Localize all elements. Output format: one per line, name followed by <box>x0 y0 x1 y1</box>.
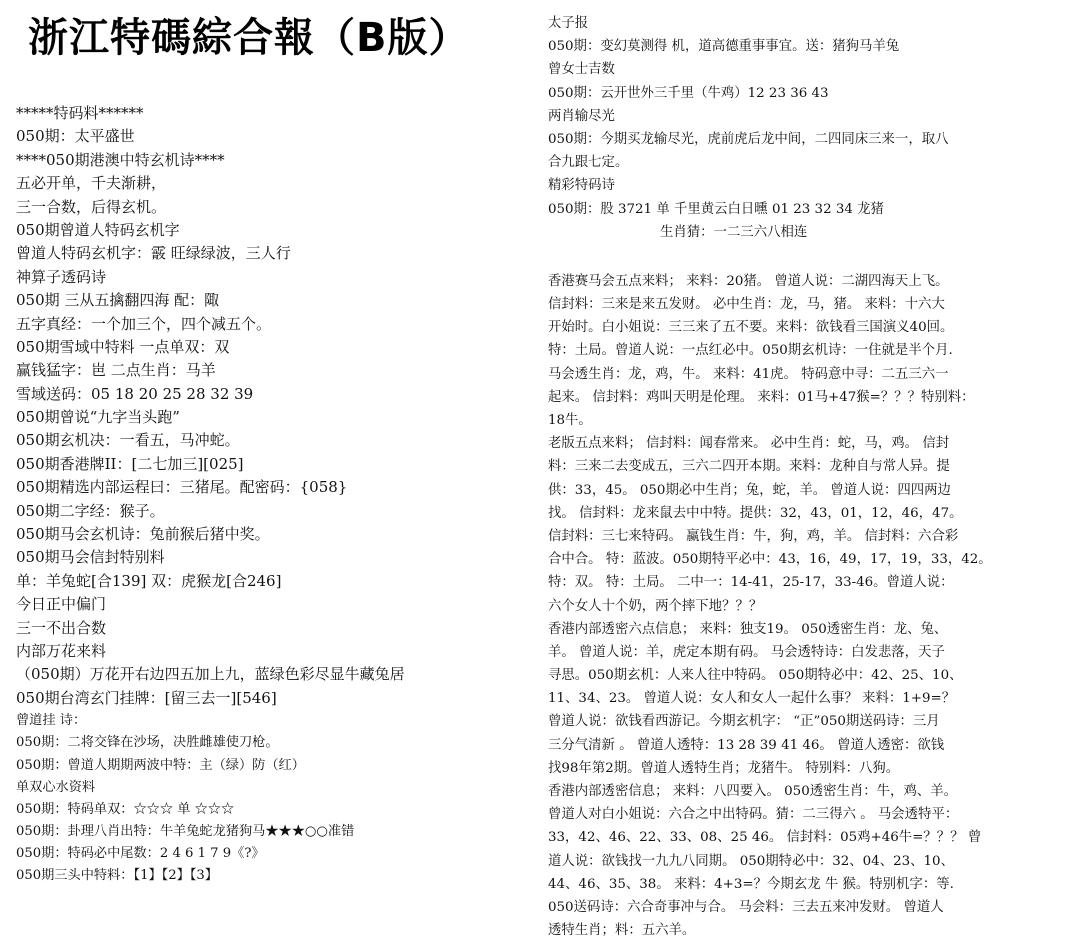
text-line: 曾道挂 诗： <box>16 713 87 729</box>
text-line: 050期：特码单双：☆☆☆ 单 ☆☆☆ <box>16 801 235 817</box>
text-line: 050期三头中特料：【1】【2】【3】 <box>16 868 218 884</box>
text-line: *****特码料****** <box>16 104 144 122</box>
right-column-top <box>548 12 1068 244</box>
text-line: 信封料：三来是来五发财。 必中生肖：龙，马，猪。 来料：十六大 <box>548 297 945 313</box>
text-line: 三一不出合数 <box>16 618 107 637</box>
text-line: 今日正中偏门 <box>16 595 107 614</box>
text-line: 老版五点来料； 信封料：闻春常来。 必中生肖：蛇，马，鸡。 信封 <box>548 436 950 452</box>
text-line: 香港内部透密六点信息； 来料：独支19。 050透密生肖：龙、兔、 <box>548 621 948 637</box>
text-line: 五字真经：一个加三个，四个减五个。 <box>16 314 272 333</box>
text-line: 050送码诗：六合奇事冲与合。 马会料：三去五来冲发财。 曾道人 <box>548 899 944 915</box>
right-column-bottom <box>548 270 1068 942</box>
text-line: 太子报 <box>548 16 589 31</box>
text-line: 050期：股 3721 单 千里黄云白日曛 01 23 32 34 龙猪 <box>548 201 884 217</box>
text-line: 特：双。 特：土局。 二中一：14-41，25-17，33-46。曾道人说： <box>548 575 954 591</box>
text-line: 料：三来二去变成五，三六二四开本期。来料：龙种自与常人异。提 <box>548 459 950 475</box>
text-line: 起来。 信封料：鸡叫天明是伦理。 来料：01马+47猴=？？？特别料： <box>548 389 975 405</box>
text-line: 050期：太平盛世 <box>16 127 135 146</box>
text-line: 特：土局。曾道人说：一点红必中。050期玄机诗：一住就是半个月. <box>548 343 953 359</box>
text-line: 曾女士吉数 <box>548 62 615 78</box>
text-line: 生肖猜：一二三六八相连 <box>660 224 808 240</box>
text-line: 18牛。 <box>548 413 592 428</box>
text-line: 马会透生肖：龙，鸡，牛。 来料：41虎。 特码意中寻：二五三六一 <box>548 366 949 382</box>
text-line: 050期：特码必中尾数：2 4 6 1 7 9《?》 <box>16 846 265 862</box>
text-line: 单：羊兔蛇[合139] 双：虎猴龙[合246] <box>16 571 282 590</box>
text-line: 内部万花来料 <box>16 641 107 660</box>
text-line: 曾道人特码玄机字：霰 旺绿绿波，三人行 <box>16 244 291 263</box>
text-line: 曾道人对白小姐说：六合之中出特码。猜：二三得六 。 马会透特平： <box>548 807 959 823</box>
text-line: 三一合数，后得玄机。 <box>16 197 167 216</box>
text-line: 050期精选内部运程曰：三猪尾。配密码：{058} <box>16 478 348 497</box>
text-line: 曾道人说：欲钱看西游记。今期玄机字： “正”050期送码诗：三月 <box>548 714 940 730</box>
text-line: 寻思。050期玄机：人来人往中特码。 050期特必中：42、25、10、 <box>548 668 963 684</box>
text-line: 三分气清新 。 曾道人透特：13 28 39 41 46。 曾道人透密：欲钱 <box>548 737 945 753</box>
text-line: 信封料：三七来特码。 赢钱生肖：牛，狗，鸡，羊。 信封料：六合彩 <box>548 528 959 544</box>
text-line: 050期：变幻莫测得 机，道高德重事事宜。送：猪狗马羊兔 <box>548 39 900 55</box>
text-line: 050期：卦理八肖出特：牛羊兔蛇龙猪狗马★★★○○准错 <box>16 824 355 840</box>
text-line: 六个女人十个奶，两个摔下地？？？ <box>548 598 763 614</box>
right-column <box>548 12 1068 942</box>
text-line: 雪域送码：05 18 20 25 28 32 39 <box>16 384 254 403</box>
text-line: 两肖输尽光 <box>548 108 615 124</box>
text-line: 找。 信封料：龙来鼠去中中特。提供：32，43，01，12，46，47。 <box>548 505 963 521</box>
text-line: 050期曾道人特码玄机字 <box>16 220 180 239</box>
text-line: 33，42、46、22、33、08、25 46。 信封料：05鸡+46牛=？？？ 曾 <box>548 830 982 846</box>
left-column <box>16 102 526 888</box>
text-line: 050期曾说“九字当头跑” <box>16 408 180 427</box>
text-line: 合九跟七定。 <box>548 155 629 171</box>
text-line: 050期：二将交锋在沙场，决胜雌雄使刀枪。 <box>16 735 279 751</box>
text-line: 供：33，45。 050期必中生肖；兔，蛇，羊。 曾道人说：四四两边 <box>548 482 951 498</box>
text-line: 羊。 曾道人说：羊，虎定本期有码。 马会透特诗：白发悲落，天子 <box>548 644 945 660</box>
text-line: 精彩特码诗 <box>548 178 615 194</box>
text-line: 050期雪域中特料 一点单双：双 <box>16 337 230 356</box>
text-line: 道人说：欲钱找一九九八同期。 050期特必中：32、04、23、10、 <box>548 853 954 869</box>
text-line: 050期玄机决：一看五，马冲蛇。 <box>16 431 240 450</box>
text-line: 开始时。白小姐说：三三来了五不要。来料：欲钱看三国演义40回。 <box>548 320 954 336</box>
text-line: 五必开单，千夫渐耕， <box>16 174 167 193</box>
text-line: 050期马会信封特别料 <box>16 548 165 567</box>
text-line: 050期：云开世外三千里（牛鸡）12 23 36 43 <box>548 85 829 101</box>
text-line: 透特生肖；料：五六羊。 <box>548 923 696 939</box>
text-line: 050期：曾道人期期两波中特：主（绿）防（红） <box>16 757 305 773</box>
text-line: 合中合。 特：蓝波。050期特平必中：43，16，49，17，19，33，42。 <box>548 552 992 568</box>
text-line: 050期台湾玄门挂牌：[留三去一][546] <box>16 688 277 707</box>
text-line: 香港赛马会五点来料； 来料：20猪。 曾道人说：二湖四海天上飞。 <box>548 273 949 289</box>
text-line: 神算子透码诗 <box>16 267 107 286</box>
text-line: 找98年第2期。曾道人透特生肖；龙猪牛。 特别料：八狗。 <box>548 760 900 776</box>
text-line: 050期香港牌II：[二七加三][025] <box>16 454 244 473</box>
text-line: 050期：今期买龙输尽光，虎前虎后龙中间，二四同床三来一，取八 <box>548 131 949 147</box>
text-line: 香港内部透密信息； 来料：八四要入。 050透密生肖：牛，鸡、羊。 <box>548 784 958 799</box>
text-line: 11、34、23。 曾道人说：女人和女人一起什么事？ 来料：1+9=？ <box>548 691 956 707</box>
text-line: 050期二字经：猴子。 <box>16 501 165 520</box>
text-line: 赢钱猛字：岜 二点生肖：马羊 <box>16 361 216 380</box>
section-gap <box>548 244 1068 270</box>
text-line: 44、46、35、38。 来料：4+3=？今期玄龙 牛 猴。特别机字：等. <box>548 876 954 892</box>
text-line: （050期）万花开右边四五加上九，蓝绿色彩尽显牛藏兔居 <box>16 665 405 684</box>
text-line: 050期 三从五擒翻四海 配：陬 <box>16 291 220 310</box>
text-line: 050期马会玄机诗：兔前猴后猪中奖。 <box>16 525 270 544</box>
text-line: 单双心水资料 <box>16 779 96 795</box>
page-title: 浙江特碼綜合報（B版） <box>28 15 470 61</box>
text-line: ****050期港澳中特玄机诗**** <box>16 150 225 169</box>
